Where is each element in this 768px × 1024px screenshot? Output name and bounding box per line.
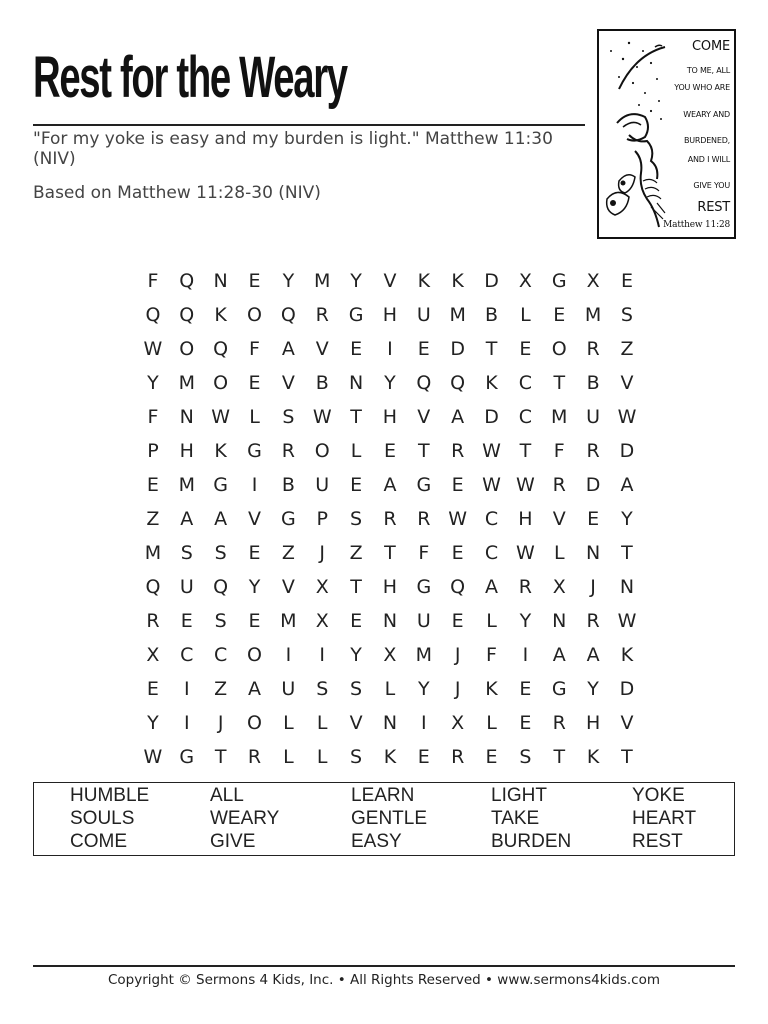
grid-letter[interactable]: F — [486, 644, 497, 666]
word-item: WEARY — [210, 808, 280, 829]
grid-letter[interactable]: O — [247, 304, 262, 326]
grid-letter[interactable]: F — [249, 338, 260, 360]
word-item: BURDEN — [491, 831, 572, 852]
grid-letter[interactable]: I — [183, 712, 190, 734]
grid-letter[interactable]: T — [553, 372, 566, 394]
grid-letter[interactable]: H — [382, 304, 398, 326]
grid-letter[interactable]: L — [553, 542, 565, 564]
grid-letter[interactable]: A — [281, 338, 295, 360]
grid-letter[interactable]: E — [519, 678, 532, 700]
card-line: WEARY AND — [683, 110, 730, 119]
grid-letter[interactable]: P — [316, 508, 328, 530]
grid-letter[interactable]: G — [247, 440, 262, 462]
scripture-reference: Based on Matthew 11:28-30 (NIV) — [33, 183, 321, 203]
footer-divider — [33, 965, 735, 967]
grid-letter[interactable]: S — [350, 508, 363, 530]
grid-letter[interactable]: L — [283, 712, 294, 734]
grid-letter[interactable]: R — [281, 440, 295, 462]
grid-letter[interactable]: F — [147, 270, 159, 292]
grid-letter[interactable]: S — [180, 542, 193, 564]
grid-letter[interactable]: M — [144, 542, 162, 564]
grid-letter[interactable]: H — [382, 576, 398, 598]
grid-letter[interactable]: U — [281, 678, 296, 700]
grid-letter[interactable]: L — [350, 440, 362, 462]
grid-letter[interactable]: V — [417, 406, 431, 428]
grid-row — [136, 570, 644, 604]
grid-letter[interactable]: W — [617, 406, 637, 428]
grid-letter[interactable]: R — [586, 610, 600, 632]
grid-letter[interactable]: Y — [147, 712, 159, 734]
grid-row — [136, 672, 644, 706]
grid-row — [136, 604, 644, 638]
grid-letter[interactable]: B — [586, 372, 600, 394]
grid-letter[interactable]: E — [248, 270, 261, 292]
grid-letter[interactable]: D — [619, 440, 635, 462]
grid-letter[interactable]: D — [484, 406, 499, 428]
grid-letter[interactable]: H — [518, 508, 533, 530]
grid-letter[interactable]: N — [213, 270, 228, 292]
grid-letter[interactable]: T — [350, 406, 362, 428]
grid-letter[interactable]: S — [519, 746, 532, 768]
grid-letter[interactable]: N — [382, 712, 398, 734]
grid-letter[interactable]: I — [285, 644, 292, 666]
grid-letter[interactable]: K — [485, 372, 498, 394]
grid-letter[interactable]: N — [179, 406, 194, 428]
grid-letter[interactable]: T — [418, 440, 430, 462]
grid-letter[interactable]: V — [349, 712, 363, 734]
grid-letter[interactable]: E — [146, 474, 159, 496]
grid-letter[interactable]: T — [621, 746, 633, 768]
grid-letter[interactable]: L — [249, 406, 260, 428]
grid-letter[interactable]: W — [448, 508, 468, 530]
grid-letter[interactable]: L — [283, 746, 294, 768]
grid-row — [136, 264, 644, 298]
grid-letter[interactable]: Q — [280, 304, 296, 326]
word-item: TAKE — [491, 808, 540, 829]
grid-letter[interactable]: E — [587, 508, 600, 530]
grid-letter[interactable]: R — [586, 338, 600, 360]
word-item: HUMBLE — [70, 785, 150, 806]
grid-letter[interactable]: E — [417, 746, 430, 768]
grid-letter[interactable]: R — [247, 746, 262, 768]
word-item: SOULS — [70, 808, 135, 829]
grid-letter[interactable]: C — [214, 644, 228, 666]
grid-letter[interactable]: E — [350, 338, 363, 360]
grid-row — [136, 536, 644, 570]
grid-letter[interactable]: B — [485, 304, 499, 326]
grid-letter[interactable]: A — [485, 576, 499, 598]
grid-letter[interactable]: Z — [214, 678, 228, 700]
grid-letter[interactable]: E — [383, 440, 396, 462]
grid-letter[interactable]: A — [620, 474, 634, 496]
grid-row — [136, 740, 644, 774]
grid-letter[interactable]: Y — [621, 508, 633, 530]
grid-letter[interactable]: U — [416, 610, 431, 632]
grid-letter[interactable]: Q — [450, 576, 466, 598]
card-line: AND I WILL — [687, 155, 730, 164]
grid-row — [136, 434, 644, 468]
grid-letter[interactable]: E — [451, 474, 464, 496]
grid-letter[interactable]: I — [421, 712, 427, 734]
grid-letter[interactable]: I — [319, 644, 326, 666]
grid-letter[interactable]: N — [552, 610, 567, 632]
grid-letter[interactable]: M — [178, 474, 195, 496]
grid-row — [136, 332, 644, 366]
grid-letter[interactable]: K — [417, 270, 431, 292]
grid-letter[interactable]: S — [316, 678, 329, 700]
grid-letter[interactable]: D — [484, 270, 499, 292]
grid-letter[interactable]: A — [586, 644, 600, 666]
grid-letter[interactable]: F — [147, 406, 159, 428]
grid-letter[interactable]: J — [319, 542, 326, 564]
verse-card — [597, 29, 736, 239]
grid-letter[interactable]: X — [315, 610, 329, 632]
grid-letter[interactable]: B — [281, 474, 295, 496]
grid-letter[interactable]: Y — [350, 644, 362, 666]
grid-letter[interactable]: G — [348, 304, 364, 326]
word-item: LEARN — [351, 785, 415, 806]
grid-letter[interactable]: X — [315, 576, 329, 598]
grid-letter[interactable]: O — [551, 338, 567, 360]
grid-letter[interactable]: R — [146, 610, 160, 632]
grid-letter[interactable]: T — [214, 746, 227, 768]
card-reference: Matthew 11:28 — [663, 220, 730, 230]
grid-letter[interactable]: E — [620, 270, 633, 292]
grid-letter[interactable]: R — [552, 712, 566, 734]
grid-letter[interactable]: X — [518, 270, 532, 292]
grid-letter[interactable]: T — [553, 746, 566, 768]
grid-letter[interactable]: R — [586, 440, 600, 462]
grid-letter[interactable]: Y — [350, 270, 362, 292]
word-bank — [33, 782, 735, 856]
grid-letter[interactable]: I — [251, 474, 258, 496]
grid-letter[interactable]: J — [217, 712, 224, 734]
word-item: EASY — [351, 831, 402, 852]
grid-letter[interactable]: T — [350, 576, 362, 598]
grid-letter[interactable]: V — [383, 270, 397, 292]
word-item: GIVE — [210, 831, 256, 852]
grid-letter[interactable]: H — [179, 440, 194, 462]
grid-letter[interactable]: U — [179, 576, 194, 598]
grid-letter[interactable]: E — [451, 610, 464, 632]
grid-letter[interactable]: Q — [179, 270, 195, 292]
grid-letter[interactable]: K — [214, 304, 227, 326]
grid-letter[interactable]: L — [316, 712, 328, 734]
grid-letter[interactable]: Q — [213, 576, 229, 598]
grid-letter[interactable]: E — [180, 610, 193, 632]
grid-letter[interactable]: O — [179, 338, 195, 360]
grid-letter[interactable]: A — [214, 508, 228, 530]
word-item: REST — [632, 831, 683, 852]
grid-letter[interactable]: O — [247, 644, 262, 666]
word-search-grid — [136, 264, 644, 774]
grid-letter[interactable]: G — [213, 474, 229, 496]
grid-letter[interactable]: K — [214, 440, 227, 462]
grid-row — [136, 502, 644, 536]
grid-letter[interactable]: Y — [147, 372, 159, 394]
grid-letter[interactable]: B — [315, 372, 329, 394]
grid-letter[interactable]: L — [486, 610, 497, 632]
grid-letter[interactable]: C — [484, 542, 499, 564]
grid-letter[interactable]: Y — [384, 372, 396, 394]
grid-letter[interactable]: U — [416, 304, 431, 326]
grid-letter[interactable]: E — [519, 338, 532, 360]
grid-letter[interactable]: Y — [519, 610, 532, 632]
grid-letter[interactable]: Q — [450, 372, 466, 394]
grid-letter[interactable]: D — [450, 338, 465, 360]
grid-letter[interactable]: W — [515, 542, 535, 564]
grid-letter[interactable]: E — [350, 474, 363, 496]
grid-letter[interactable]: G — [551, 678, 567, 700]
grid-letter[interactable]: S — [620, 304, 633, 326]
grid-letter[interactable]: Q — [145, 304, 161, 326]
grid-letter[interactable]: N — [585, 542, 601, 564]
grid-letter[interactable]: K — [586, 746, 600, 768]
grid-letter[interactable]: D — [619, 678, 635, 700]
grid-letter[interactable]: O — [314, 440, 330, 462]
grid-letter[interactable]: V — [620, 712, 634, 734]
grid-letter[interactable]: G — [416, 576, 432, 598]
grid-letter[interactable]: E — [417, 338, 430, 360]
grid-letter[interactable]: C — [484, 508, 499, 530]
grid-letter[interactable]: Y — [248, 576, 261, 598]
grid-letter[interactable]: Z — [281, 542, 295, 564]
word-item: COME — [70, 831, 127, 852]
grid-letter[interactable]: V — [552, 508, 566, 530]
grid-letter[interactable]: E — [248, 610, 261, 632]
grid-letter[interactable]: V — [281, 576, 295, 598]
grid-letter[interactable]: T — [621, 542, 633, 564]
grid-letter[interactable]: K — [383, 746, 397, 768]
grid-letter[interactable]: A — [383, 474, 397, 496]
grid-letter[interactable]: Z — [620, 338, 634, 360]
grid-letter[interactable]: O — [213, 372, 229, 394]
grid-letter[interactable]: S — [350, 746, 363, 768]
grid-letter[interactable]: U — [586, 406, 601, 428]
grid-letter[interactable]: L — [520, 304, 531, 326]
grid-letter[interactable]: T — [485, 338, 498, 360]
grid-letter[interactable]: A — [552, 644, 566, 666]
grid-letter[interactable]: A — [451, 406, 465, 428]
card-line: REST — [697, 200, 730, 215]
grid-letter[interactable]: Y — [282, 270, 295, 292]
grid-letter[interactable]: C — [518, 406, 533, 428]
grid-letter[interactable]: M — [415, 644, 432, 666]
grid-letter[interactable]: G — [551, 270, 567, 292]
grid-letter[interactable]: P — [147, 440, 159, 462]
grid-letter[interactable]: Q — [179, 304, 195, 326]
word-item: YOKE — [632, 785, 685, 806]
grid-letter[interactable]: E — [248, 372, 261, 394]
grid-letter[interactable]: E — [248, 542, 261, 564]
grid-letter[interactable]: N — [619, 576, 635, 598]
grid-row — [136, 468, 644, 502]
grid-letter[interactable]: X — [451, 712, 465, 734]
card-line: BURDENED, — [683, 136, 730, 145]
grid-letter[interactable]: E — [451, 542, 464, 564]
grid-letter[interactable]: M — [551, 406, 568, 428]
grid-letter[interactable]: F — [553, 440, 565, 462]
grid-letter[interactable]: D — [585, 474, 601, 496]
grid-letter[interactable]: Y — [418, 678, 430, 700]
grid-letter[interactable]: R — [451, 746, 465, 768]
grid-letter[interactable]: S — [282, 406, 295, 428]
grid-letter[interactable]: V — [315, 338, 329, 360]
grid-letter[interactable]: R — [417, 508, 431, 530]
grid-letter[interactable]: M — [280, 610, 297, 632]
grid-row — [136, 400, 644, 434]
grid-letter[interactable]: R — [315, 304, 329, 326]
grid-letter[interactable]: E — [519, 712, 532, 734]
grid-letter[interactable]: W — [312, 406, 332, 428]
grid-letter[interactable]: E — [146, 678, 159, 700]
grid-letter[interactable]: S — [214, 610, 227, 632]
grid-letter[interactable]: V — [281, 372, 295, 394]
title-divider — [33, 124, 585, 126]
page-title: Rest for the Weary — [33, 45, 347, 110]
grid-letter[interactable]: S — [350, 678, 363, 700]
grid-letter[interactable]: G — [281, 508, 296, 530]
grid-row — [136, 366, 644, 400]
grid-letter[interactable]: U — [315, 474, 330, 496]
grid-letter[interactable]: R — [451, 440, 465, 462]
grid-letter[interactable]: Q — [416, 372, 432, 394]
word-item: LIGHT — [491, 785, 547, 806]
grid-letter[interactable]: H — [382, 406, 398, 428]
grid-letter[interactable]: W — [515, 474, 535, 496]
grid-letter[interactable]: E — [485, 746, 498, 768]
grid-letter[interactable]: W — [211, 406, 231, 428]
card-line: GIVE YOU — [693, 181, 730, 190]
grid-letter[interactable]: O — [247, 712, 262, 734]
grid-letter[interactable]: C — [518, 372, 533, 394]
card-line: TO ME, ALL — [686, 66, 730, 75]
grid-letter[interactable]: M — [584, 304, 602, 326]
grid-letter[interactable]: N — [348, 372, 364, 394]
grid-letter[interactable]: K — [620, 644, 634, 666]
grid-letter[interactable]: K — [485, 678, 498, 700]
grid-letter[interactable]: I — [387, 338, 393, 360]
card-line: YOU WHO ARE — [674, 83, 730, 92]
grid-letter[interactable]: I — [183, 678, 190, 700]
grid-letter[interactable]: K — [451, 270, 464, 292]
grid-letter[interactable]: W — [143, 338, 163, 360]
grid-letter[interactable]: T — [384, 542, 396, 564]
grid-letter[interactable]: T — [519, 440, 532, 462]
grid-letter[interactable]: W — [482, 440, 501, 462]
grid-letter[interactable]: L — [316, 746, 328, 768]
grid-letter[interactable]: M — [449, 304, 466, 326]
grid-letter[interactable]: R — [518, 576, 532, 598]
grid-letter[interactable]: W — [482, 474, 501, 496]
grid-letter[interactable]: L — [384, 678, 396, 700]
grid-letter[interactable]: S — [214, 542, 227, 564]
grid-letter[interactable]: X — [586, 270, 600, 292]
copyright-footer: Copyright © Sermons 4 Kids, Inc. • All Rights Reserved • www.sermons4kids.com — [108, 972, 660, 988]
grid-letter[interactable]: A — [180, 508, 194, 530]
grid-letter[interactable]: L — [486, 712, 497, 734]
grid-letter[interactable]: C — [180, 644, 194, 666]
grid-letter[interactable]: H — [585, 712, 601, 734]
grid-row — [136, 706, 644, 740]
word-item: HEART — [632, 808, 697, 829]
grid-row — [136, 638, 644, 672]
grid-letter[interactable]: G — [179, 746, 195, 768]
word-item: GENTLE — [351, 808, 428, 829]
grid-letter[interactable]: G — [416, 474, 432, 496]
grid-letter[interactable]: V — [248, 508, 261, 530]
word-item: ALL — [210, 785, 244, 806]
grid-letter[interactable]: R — [383, 508, 397, 530]
grid-letter[interactable]: Q — [213, 338, 229, 360]
card-line: COME — [692, 39, 730, 54]
grid-letter[interactable]: X — [383, 644, 397, 666]
grid-letter[interactable]: N — [382, 610, 398, 632]
grid-letter[interactable]: Z — [146, 508, 160, 530]
grid-letter[interactable]: A — [248, 678, 261, 700]
grid-letter[interactable]: W — [617, 610, 637, 632]
grid-letter[interactable]: E — [553, 304, 566, 326]
grid-letter[interactable]: X — [552, 576, 566, 598]
grid-letter[interactable]: J — [454, 644, 461, 666]
grid-row — [136, 298, 644, 332]
grid-letter[interactable]: J — [454, 678, 461, 700]
grid-letter[interactable]: Z — [349, 542, 363, 564]
grid-letter[interactable]: X — [146, 644, 160, 666]
grid-letter[interactable]: Y — [587, 678, 599, 700]
memory-verse: "For my yoke is easy and my burden is light." Matthew 11:30 (NIV) — [33, 129, 553, 169]
grid-letter[interactable]: E — [350, 610, 363, 632]
grid-letter[interactable]: J — [590, 576, 596, 598]
grid-letter[interactable]: I — [522, 644, 529, 666]
grid-letter[interactable]: F — [418, 542, 430, 564]
grid-letter[interactable]: W — [143, 746, 163, 768]
grid-letter[interactable]: M — [314, 270, 331, 292]
grid-letter[interactable]: M — [178, 372, 195, 394]
grid-letter[interactable]: Q — [145, 576, 161, 598]
grid-letter[interactable]: V — [620, 372, 634, 394]
grid-letter[interactable]: R — [552, 474, 566, 496]
